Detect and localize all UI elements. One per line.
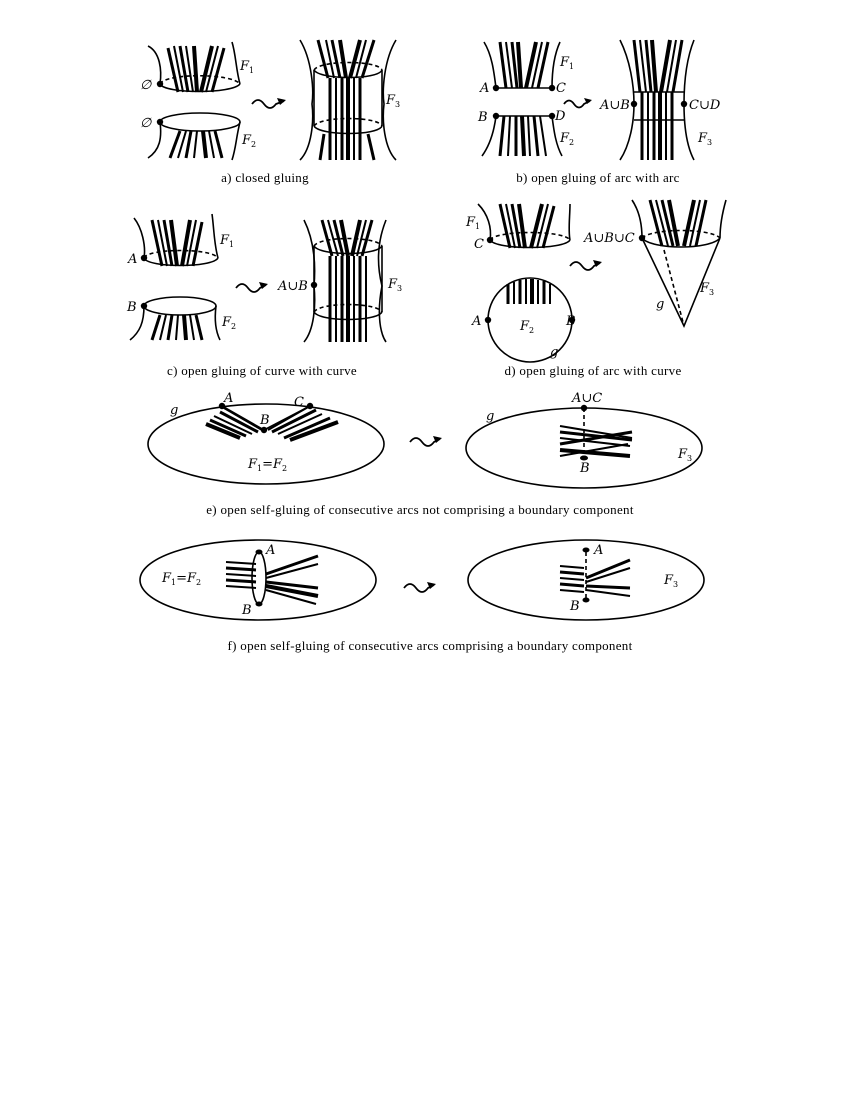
panel-a-surface-f3 [300,40,396,160]
panel-a [140,40,400,185]
label-b-cud: C∪D [689,98,721,113]
f3-label-e: $F_3$ [678,447,693,463]
caption-e: e) open self-gluing of consecutive arcs not comprising a boundary component [206,502,634,517]
label-c-b: B [127,300,137,315]
f1-label-b: $F_1$ [560,55,575,71]
label-f-a: A [266,543,276,558]
panel-d-surface-f2-disk [488,278,572,362]
panel-b-surface-f2 [482,116,562,156]
label-d-g2: g [656,297,665,312]
panel-e-surface-right [466,408,702,488]
panel-e [148,391,702,517]
f1-eq-f2-label-e: $F_1=F_2$ [248,457,288,473]
label-e-g2: g [486,409,495,424]
f2-label-d: $F_2$ [520,319,535,335]
label-d-c: C [474,237,484,252]
caption-b: b) open gluing of arc with arc [516,170,680,185]
label-c-a: A [128,252,138,267]
label-c-aub: A∪B [278,279,308,294]
f2-label-b: $F_2$ [560,131,575,147]
caption-f: f) open self-gluing of consecutive arcs comprising a boundary component [227,638,633,653]
f1-eq-f2-label-f: $F_1=F_2$ [162,571,202,587]
caption-d: d) open gluing of arc with curve [504,363,682,378]
panel-f-bands-left [226,556,318,604]
panel-c [126,214,402,378]
caption-a: a) closed gluing [221,170,309,185]
label-e-b2: B [580,461,590,476]
f3-label-b: $F_3$ [698,131,713,147]
panel-e-bands-right [560,426,632,456]
panel-d [465,200,726,378]
empty-set-label-1: ∅ [140,78,152,93]
label-d-g: g [550,345,559,360]
label-b-c: C [556,81,566,96]
label-f-b: B [242,603,252,618]
f3-label-c: $F_3$ [388,277,403,293]
panel-c-surface-f3 [304,220,386,342]
panel-b-surface-f1 [484,42,560,88]
label-b-aub: A∪B [600,98,630,113]
panel-e-bands-left [206,406,338,440]
f1-label-d: $F_1$ [466,215,481,231]
panel-f-bands-right [560,560,630,596]
label-b-d: D [555,109,566,124]
f1-label: $F_1$ [240,59,255,75]
label-d-a: A [472,314,482,329]
label-f-b2: B [570,599,580,614]
label-b-a: A [480,81,490,96]
label-e-auc: A∪C [572,391,603,406]
label-d-aubuc: A∪B∪C [584,231,635,246]
label-b-b: B [478,110,488,125]
panel-b [477,40,721,185]
label-e-c: C [294,395,304,410]
f2-label-c: $F_2$ [222,315,237,331]
f3-label-d: $F_3$ [700,281,715,297]
label-e-a: A [224,391,234,406]
caption-c: c) open gluing of curve with curve [167,363,357,378]
panel-f [140,540,704,653]
label-e-b: B [260,413,270,428]
f1-label-c: $F_1$ [220,233,235,249]
panel-d-surface-f3-cone [632,200,726,326]
panel-b-surface-f3 [620,40,694,160]
f2-label: $F_2$ [242,133,257,149]
f3-label-f: $F_3$ [664,573,679,589]
label-f-a2: A [594,543,604,558]
label-d-b: B [566,314,576,329]
f3-label-a: $F_3$ [386,93,401,109]
label-e-g: g [170,403,179,418]
empty-set-label-2: ∅ [140,116,152,131]
